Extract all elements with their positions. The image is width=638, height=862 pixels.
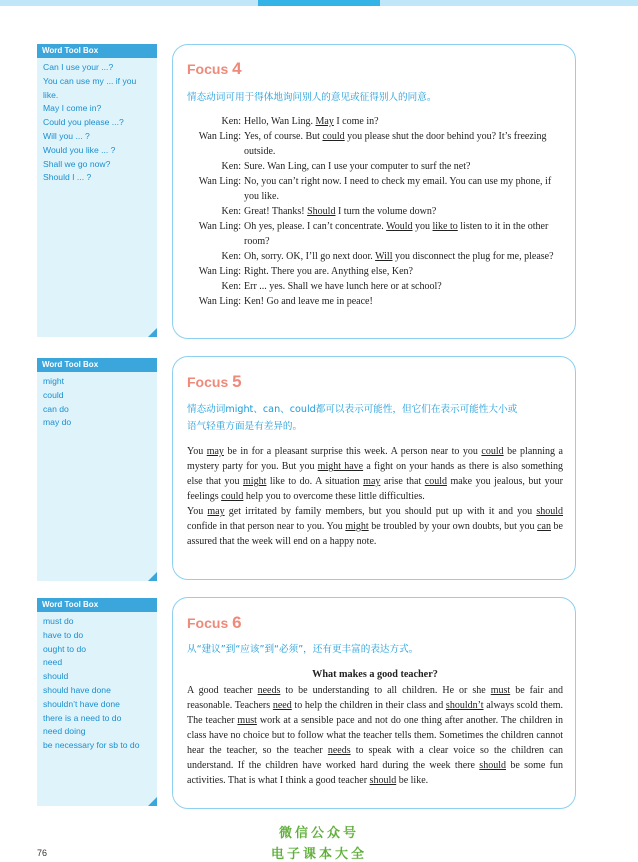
text-run: be planning a mystery party for you. But you (187, 446, 563, 472)
text-run: Oh yes, please. I can’t concentrate. (244, 221, 387, 232)
text-run: be assured that the week will end on a happy note. (187, 521, 563, 547)
tool-box-item: shouldn’t have done (43, 698, 120, 709)
dialogue-text (241, 294, 563, 309)
word-tool-box-3 (37, 598, 157, 806)
modal-verb: could (322, 131, 345, 142)
speaker-name: Ken: (221, 281, 241, 292)
modal-verb: must (237, 715, 257, 726)
dialogue-line (187, 129, 563, 159)
tool-box-item: may do (43, 417, 72, 428)
modal-verb: needs (327, 745, 351, 756)
text-run: be fair and reasonable. Teachers (187, 685, 563, 711)
modal-verb: need (272, 700, 292, 711)
modal-verb: Should (307, 206, 336, 217)
tool-box-item: can do (43, 403, 69, 414)
tool-box-header: Word Tool Box (37, 44, 157, 58)
paragraph (187, 683, 563, 788)
text-run: be some fun activities. That is what I think a good teacher (187, 760, 563, 786)
modal-verb: should (479, 760, 506, 771)
tool-box-item: Should I ... ? (43, 172, 92, 183)
text-run: to be understanding to all children. He or she (280, 685, 491, 696)
top-band (0, 0, 638, 6)
modal-verb: could (221, 491, 244, 502)
focus-4-instruction: 情态动词可用于得体地询问别人的意见或征得别人的同意。 (187, 92, 437, 103)
text-run: confide in that person near to you. You (187, 521, 346, 532)
modal-verb: might (243, 476, 267, 487)
text-run: Hello, Wan Ling. (244, 116, 316, 127)
word-tool-box-1 (37, 44, 157, 337)
dialogue-line (187, 249, 563, 264)
tool-box-item: must do (43, 616, 74, 626)
text-run: be troubled by your own doubts, but you (368, 521, 538, 532)
text-run: You (187, 446, 207, 457)
modal-verb: should (369, 775, 397, 786)
text-run: listen to it in the other room? (244, 221, 549, 247)
text-run: Yes, of course. But (244, 131, 323, 142)
speaker-name: Wan Ling: (198, 131, 241, 142)
speaker-name: Ken: (221, 161, 241, 172)
speaker-name: Wan Ling: (198, 266, 241, 277)
modal-verb: May (315, 116, 334, 127)
dialogue-line (187, 264, 563, 279)
text-run: a fight on your hands as there is also something else that you (187, 461, 564, 487)
text-run: to help the children in their class and (291, 700, 446, 711)
speaker-name: Wan Ling: (198, 221, 241, 232)
dialogue-text (241, 249, 563, 264)
tool-box-item: could (43, 389, 64, 400)
text-run: be like. (396, 775, 429, 786)
text-run: No, you can’t right now. I need to check my email. You can use my phone, if you like. (244, 176, 552, 202)
dialogue-text (241, 174, 563, 204)
text-run: you disconnect the plug for me, please? (392, 251, 554, 262)
text-run: Right. There you are. Anything else, Ken? (244, 266, 413, 277)
tool-box-item: need doing (43, 726, 86, 737)
tool-box-list (37, 58, 157, 185)
tool-box-item: You can use my ... if you like. (43, 75, 137, 100)
word-tool-box-2 (37, 358, 157, 581)
corner-fold-icon (148, 328, 157, 337)
modal-verb: may (207, 506, 225, 517)
tool-box-item: Will you ... ? (43, 130, 90, 141)
text-run: work at a sensible pace and not do one thing after another. The children in class have no choice but to follow what the teacher tells them. Sometimes the children cannot hear the teacher, so the teacher (187, 715, 563, 756)
dialogue-line (187, 279, 563, 294)
modal-verb: might have (317, 461, 364, 472)
focus-6-panel (172, 597, 576, 809)
paragraph (187, 444, 563, 504)
dialogue-line (187, 219, 563, 249)
speaker-name: Wan Ling: (198, 176, 241, 187)
tool-box-list (37, 372, 157, 430)
focus-6-title: Focus 6 (187, 613, 242, 632)
text-run: to speak with a clear voice so the children can understand. If the children have worked hard during the week there (187, 745, 564, 771)
modal-verb: must (490, 685, 511, 696)
text-run: You (187, 506, 208, 517)
tool-box-header: Word Tool Box (37, 358, 157, 372)
tool-box-header: Word Tool Box (37, 598, 157, 612)
tool-box-item: need (43, 657, 63, 668)
modal-verb: may (206, 446, 224, 457)
focus-5-panel (172, 356, 576, 580)
text-run: Err ... yes. Shall we have lunch here or at school? (244, 281, 442, 292)
text-run: I come in? (333, 116, 379, 127)
tool-box-item: Would you like ... ? (43, 144, 116, 155)
focus-4-panel (172, 44, 576, 339)
text-run: make you jealous, but your feelings (187, 476, 564, 502)
speaker-name: Ken: (221, 116, 241, 127)
dialogue-line (187, 114, 563, 129)
passage-title: What makes a good teacher? (312, 669, 438, 680)
text-run: get irritated by family members, but you should put up with it and you (224, 506, 537, 517)
page-number: 76 (37, 848, 48, 858)
modal-verb: could (424, 476, 447, 487)
dialogue-line (187, 294, 563, 309)
tool-box-item: there is a need to do (43, 712, 122, 723)
watermark-line-2: 电子课本大全 (270, 847, 367, 862)
text-run: you please shut the door behind you? It’s freezing outside. (244, 131, 547, 157)
tool-box-item: Could you please ...? (43, 117, 124, 128)
dialogue (187, 114, 563, 309)
text-run: arise that (380, 476, 425, 487)
dialogue-text (241, 129, 563, 159)
text-run: Sure. Wan Ling, can I use your computer to surf the net? (244, 161, 471, 172)
tool-box-item: should have done (43, 684, 111, 695)
text-run: Ken! Go and leave me in peace! (244, 296, 373, 307)
dialogue-text (241, 279, 563, 294)
focus-4-title: Focus 4 (187, 59, 242, 78)
modal-verb: like to (432, 221, 458, 232)
dialogue-text (241, 219, 563, 249)
speaker-name: Wan Ling: (198, 296, 241, 307)
dialogue-line (187, 159, 563, 174)
text-run: I turn the volume down? (335, 206, 437, 217)
modal-verb: Will (375, 251, 393, 262)
tool-box-list (37, 612, 157, 753)
dialogue-line (187, 204, 563, 219)
modal-verb: should (536, 506, 563, 517)
dialogue-text (241, 264, 563, 279)
text-run: you (412, 221, 433, 232)
focus-6-instruction: 从“建议”到“应该”到“必须”，还有更丰富的表达方式。 (187, 644, 419, 655)
text-run: help you to overcome these little difficulties. (243, 491, 425, 502)
tool-box-item: should (43, 671, 69, 682)
modal-verb: Would (386, 221, 413, 232)
focus-6-text (187, 667, 563, 788)
modal-verb: needs (257, 685, 281, 696)
tool-box-item: have to do (43, 629, 84, 640)
focus-5-text (187, 444, 563, 549)
focus-5-instruction: 情态动词might、can、could都可以表示可能性，但它们在表示可能性大小或 语气轻重方面是有差异的。 (187, 404, 518, 432)
tool-box-item: ought to do (43, 643, 87, 654)
modal-verb: may (363, 476, 381, 487)
text-run: like to do. A situation (266, 476, 364, 487)
top-band-accent (258, 0, 380, 6)
tool-box-item: be necessary for sb to do (43, 740, 140, 751)
modal-verb: might (345, 521, 369, 532)
dialogue-text (241, 204, 563, 219)
paragraph (187, 504, 563, 549)
text-run: A good teacher (187, 685, 258, 696)
tool-box-item: Can I use your ...? (43, 62, 114, 72)
modal-verb: can (537, 521, 551, 532)
tool-box-item: might (43, 376, 65, 386)
speaker-name: Ken: (221, 251, 241, 262)
dialogue-line (187, 174, 563, 204)
text-run: always scold them. The teacher (187, 700, 563, 726)
text-run: Oh, sorry. OK, I’ll go next door. (244, 251, 376, 262)
dialogue-text (241, 159, 563, 174)
corner-fold-icon (148, 572, 157, 581)
tool-box-item: May I come in? (43, 103, 102, 114)
speaker-name: Ken: (221, 206, 241, 217)
text-run: Great! Thanks! (244, 206, 308, 217)
watermark-line-1: 微信公众号 (278, 826, 359, 841)
modal-verb: could (481, 446, 504, 457)
dialogue-text (241, 114, 563, 129)
corner-fold-icon (148, 797, 157, 806)
modal-verb: shouldn’t (445, 700, 484, 711)
focus-5-title: Focus 5 (187, 372, 242, 391)
text-run: be in for a pleasant surprise this week. A person near to you (223, 446, 482, 457)
tool-box-item: Shall we go now? (43, 158, 111, 169)
